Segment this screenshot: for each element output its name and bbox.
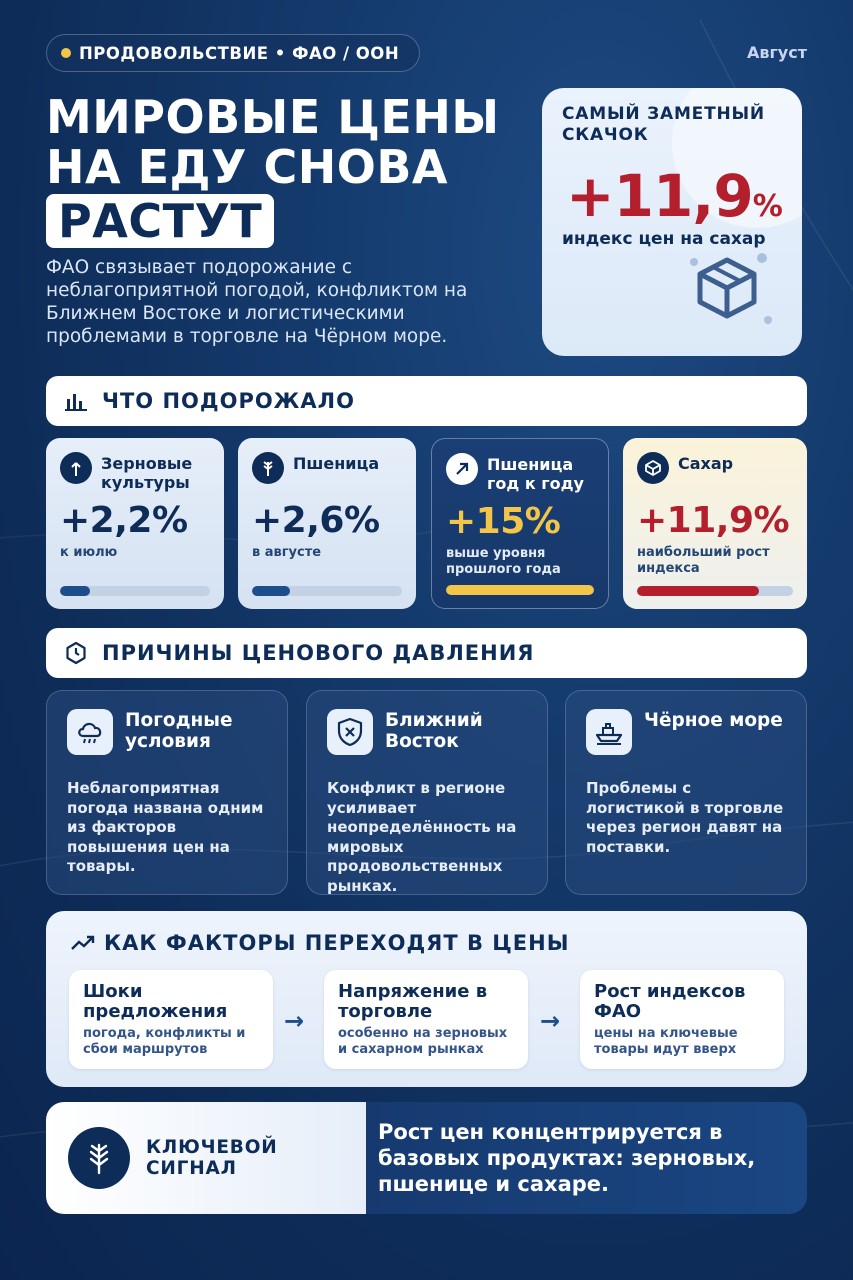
stat-note: к июлю: [60, 545, 118, 560]
bar-chart-icon: [64, 390, 88, 412]
cause-card-middle-east: [306, 690, 548, 895]
cause-card-black-sea: [565, 690, 807, 895]
highlight-number: +11,9: [566, 162, 753, 230]
category-tag: [46, 34, 420, 72]
highlight-card: [542, 88, 802, 356]
stat-label: Пшеница: [293, 454, 380, 473]
arrow-right-icon: →: [284, 1007, 305, 1035]
flow-step: [69, 970, 273, 1069]
flow-step: [580, 970, 784, 1069]
month-label: Август: [746, 43, 807, 62]
flow-panel: [46, 911, 807, 1087]
stat-progress-fill: [446, 585, 594, 595]
stat-label: Сахар: [678, 454, 734, 473]
subtitle: ФАО связывает подорожание с неблагоприятной погодой, конфликтом на Ближнем Востоке и логистическими проблемами в торговле на Чёрном море.: [46, 257, 468, 347]
stat-value: +2,6%: [252, 500, 380, 541]
highlight-value: [566, 162, 782, 230]
flow-header: [70, 931, 569, 955]
wheat-icon: [68, 1127, 130, 1189]
stat-label: Пшеница год к году: [487, 455, 584, 493]
stat-progress-track: [252, 586, 402, 596]
highlight-label: индекс цен на сахар: [562, 229, 766, 249]
stat-note: в августе: [252, 545, 322, 560]
cause-text: Конфликт в регионе усиливает неопределённость на мировых продовольственных рынках.: [327, 779, 517, 895]
flow-step-title: Шоки предложения: [83, 981, 228, 1022]
key-signal-label: КЛЮЧЕВОЙ СИГНАЛ: [146, 1137, 278, 1179]
sugar-cube-icon: [692, 252, 762, 322]
headline-line-2: НА ЕДУ СНОВА: [46, 140, 449, 194]
stat-note: выше уровня прошлого года: [446, 546, 561, 577]
cause-title: Ближний Восток: [385, 710, 483, 752]
key-signal-label-area: [46, 1102, 366, 1214]
decor-dot: [764, 316, 772, 324]
stat-progress-track: [60, 586, 210, 596]
flow-step: [324, 970, 528, 1069]
grain-icon: [60, 452, 92, 484]
section-rising-header: [46, 376, 807, 426]
highlight-title: САМЫЙ ЗАМЕТНЫЙ СКАЧОК: [562, 104, 765, 145]
stat-progress-fill: [60, 586, 90, 596]
stat-value: +11,9%: [637, 500, 790, 541]
flow-title: КАК ФАКТОРЫ ПЕРЕХОДЯТ В ЦЕНЫ: [104, 931, 570, 955]
section-causes-title: ПРИЧИНЫ ЦЕНОВОГО ДАВЛЕНИЯ: [102, 641, 535, 665]
stat-progress-fill: [637, 586, 759, 596]
arrow-right-icon: →: [540, 1007, 561, 1035]
headline-line-1: МИРОВЫЕ ЦЕНЫ: [46, 90, 500, 144]
flow-step-sub: особенно на зерновых и сахарном рынках: [338, 1026, 508, 1057]
stat-progress-track: [637, 586, 793, 596]
flow-step-title: Напряжение в торговле: [338, 981, 488, 1022]
flow-step-sub: цены на ключевые товары идут вверх: [594, 1026, 738, 1057]
stat-note: наибольший рост индекса: [637, 545, 770, 576]
ship-icon: [586, 709, 632, 755]
stat-card-grain: [46, 438, 224, 609]
stat-value: +2,2%: [60, 500, 188, 541]
key-signal: [46, 1102, 807, 1214]
headline: [46, 92, 516, 248]
cause-title: Чёрное море: [644, 710, 783, 731]
clock-icon: [64, 641, 88, 665]
rain-cloud-icon: [67, 709, 113, 755]
tag-dot-icon: [61, 48, 71, 58]
stat-card-wheat: [238, 438, 416, 609]
headline-highlight: РАСТУТ: [46, 194, 274, 248]
stat-card-wheat-yoy: [431, 438, 609, 609]
sugar-cube-icon: [637, 452, 669, 484]
stat-card-sugar: [623, 438, 807, 609]
cause-text: Неблагоприятная погода названа одним из факторов повышения цен на товары.: [67, 779, 264, 875]
stat-progress-track: [446, 585, 594, 595]
highlight-unit: %: [752, 189, 782, 224]
shield-conflict-icon: [327, 709, 373, 755]
stat-label: Зерновые культуры: [101, 454, 193, 492]
key-signal-text: Рост цен концентрируется в базовых продуктах: зерновых, пшенице и сахаре.: [366, 1102, 807, 1214]
cause-card-weather: [46, 690, 288, 895]
cause-title: Погодные условия: [125, 710, 233, 752]
flow-step-sub: погода, конфликты и сбои маршрутов: [83, 1026, 246, 1057]
wheat-icon: [252, 452, 284, 484]
stat-progress-fill: [252, 586, 290, 596]
category-tag-label: ПРОДОВОЛЬСТВИЕ • ФАО / ООН: [79, 43, 400, 63]
flow-step-title: Рост индексов ФАО: [594, 981, 746, 1022]
trend-up-icon: [446, 453, 478, 485]
trend-line-icon: [70, 933, 96, 953]
stat-value: +15%: [446, 501, 561, 542]
section-causes-header: [46, 628, 807, 678]
section-rising-title: ЧТО ПОДОРОЖАЛО: [102, 389, 355, 413]
cause-text: Проблемы с логистикой в торговле через регион давят на поставки.: [586, 779, 784, 856]
